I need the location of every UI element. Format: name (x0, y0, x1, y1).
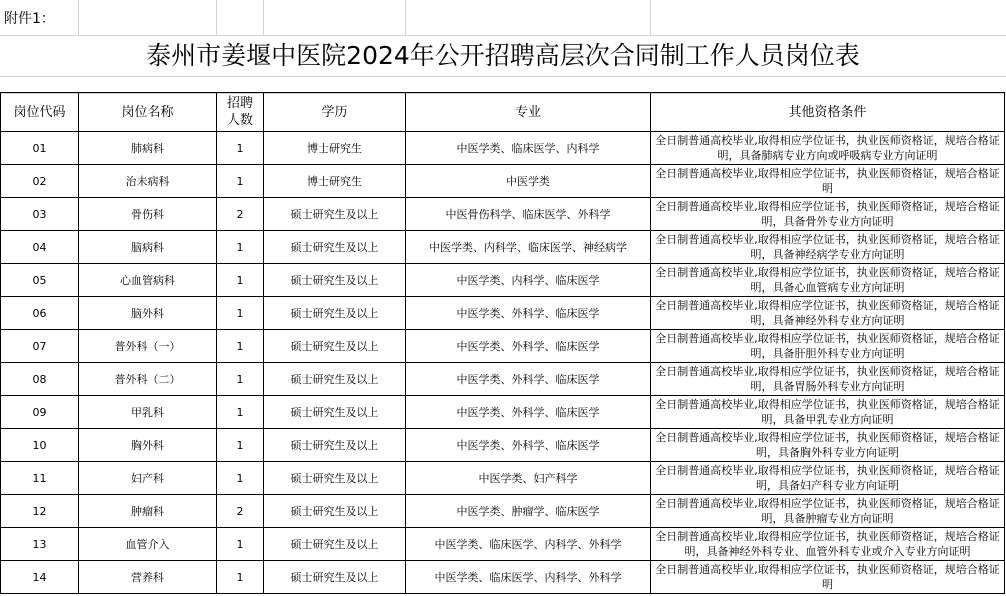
grid-line (263, 0, 264, 35)
cell-count: 2 (217, 495, 264, 528)
cell-major: 中医学类、外科学、临床医学 (406, 330, 651, 363)
cell-code: 07 (1, 330, 79, 363)
cell-code: 09 (1, 396, 79, 429)
table-row (1, 264, 1005, 297)
cell-count: 1 (217, 396, 264, 429)
cell-name: 治未病科 (79, 165, 217, 198)
cell-education: 硕士研究生及以上 (264, 528, 406, 561)
cell-major: 中医学类、妇产科学 (406, 462, 651, 495)
cell-name: 普外科（二） (79, 363, 217, 396)
cell-name: 心血管病科 (79, 264, 217, 297)
page-title: 泰州市姜堰中医院2024年公开招聘高层次合同制工作人员岗位表 (146, 41, 860, 70)
cell-name: 普外科（一） (79, 330, 217, 363)
cell-education: 博士研究生 (264, 132, 406, 165)
cell-education: 硕士研究生及以上 (264, 495, 406, 528)
table-row (1, 561, 1005, 594)
cell-major: 中医学类、肿瘤学、临床医学 (406, 495, 651, 528)
cell-name: 营养科 (79, 561, 217, 594)
table-row (1, 396, 1005, 429)
cell-major: 中医学类 (406, 165, 651, 198)
cell-code: 14 (1, 561, 79, 594)
cell-code: 12 (1, 495, 79, 528)
cell-count: 1 (217, 429, 264, 462)
cell-name: 肿瘤科 (79, 495, 217, 528)
cell-count: 1 (217, 462, 264, 495)
cell-name: 脑外科 (79, 297, 217, 330)
cell-count: 1 (217, 297, 264, 330)
cell-other: 全日制普通高校毕业,取得相应学位证书，执业医师资格证，规培合格证明，具备甲乳专业方向证明 (651, 396, 1005, 429)
cell-major: 中医学类、内科学、临床医学 (406, 264, 651, 297)
cell-count: 1 (217, 528, 264, 561)
grid-line (78, 0, 79, 35)
table-row (1, 330, 1005, 363)
cell-name: 血管介入 (79, 528, 217, 561)
cell-other: 全日制普通高校毕业,取得相应学位证书，执业医师资格证，规培合格证明，具备神经病学专业方向证明 (651, 231, 1005, 264)
cell-code: 06 (1, 297, 79, 330)
table-row (1, 528, 1005, 561)
cell-education: 硕士研究生及以上 (264, 231, 406, 264)
cell-other: 全日制普通高校毕业,取得相应学位证书，执业医师资格证，规培合格证明，具备神经外科专业方向证明 (651, 297, 1005, 330)
cell-education: 硕士研究生及以上 (264, 198, 406, 231)
cell-education: 硕士研究生及以上 (264, 462, 406, 495)
cell-name: 脑病科 (79, 231, 217, 264)
header-other: 其他资格条件 (651, 93, 1005, 132)
cell-code: 03 (1, 198, 79, 231)
cell-name: 肺病科 (79, 132, 217, 165)
cell-other: 全日制普通高校毕业,取得相应学位证书，执业医师资格证，规培合格证明，具备妇产科专业方向证明 (651, 462, 1005, 495)
grid-line (405, 0, 406, 35)
cell-education: 硕士研究生及以上 (264, 363, 406, 396)
table-row (1, 462, 1005, 495)
cell-major: 中医学类、外科学、临床医学 (406, 396, 651, 429)
table-row (1, 231, 1005, 264)
cell-other: 全日制普通高校毕业,取得相应学位证书，执业医师资格证，规培合格证明，具备胃肠外科专业方向证明 (651, 363, 1005, 396)
cell-code: 13 (1, 528, 79, 561)
grid-line (650, 0, 651, 35)
cell-education: 硕士研究生及以上 (264, 264, 406, 297)
cell-education: 硕士研究生及以上 (264, 330, 406, 363)
header-count: 招聘人数 (217, 93, 264, 132)
positions-table (0, 92, 1005, 594)
table-row (1, 165, 1005, 198)
cell-major: 中医骨伤科学、临床医学、外科学 (406, 198, 651, 231)
cell-major: 中医学类、内科学、临床医学、神经病学 (406, 231, 651, 264)
cell-major: 中医学类、临床医学、内科学、外科学 (406, 528, 651, 561)
cell-count: 1 (217, 363, 264, 396)
cell-name: 胸外科 (79, 429, 217, 462)
cell-major: 中医学类、临床医学、内科学 (406, 132, 651, 165)
cell-education: 硕士研究生及以上 (264, 396, 406, 429)
cell-other: 全日制普通高校毕业,取得相应学位证书，执业医师资格证，规培合格证明，具备胸外科专业方向证明 (651, 429, 1005, 462)
table-row (1, 363, 1005, 396)
cell-code: 04 (1, 231, 79, 264)
table-row (1, 495, 1005, 528)
header-code: 岗位代码 (1, 93, 79, 132)
cell-count: 1 (217, 165, 264, 198)
cell-count: 2 (217, 198, 264, 231)
cell-education: 硕士研究生及以上 (264, 561, 406, 594)
cell-other: 全日制普通高校毕业,取得相应学位证书，执业医师资格证，规培合格证明 (651, 561, 1005, 594)
cell-major: 中医学类、外科学、临床医学 (406, 297, 651, 330)
cell-other: 全日制普通高校毕业,取得相应学位证书，执业医师资格证，规培合格证明，具备骨外专业方向证明 (651, 198, 1005, 231)
header-major: 专业 (406, 93, 651, 132)
cell-other: 全日制普通高校毕业,取得相应学位证书，执业医师资格证，规培合格证明，具备心血管病专业方向证明 (651, 264, 1005, 297)
cell-major: 中医学类、外科学、临床医学 (406, 429, 651, 462)
cell-name: 妇产科 (79, 462, 217, 495)
attachment-row (0, 0, 1006, 36)
cell-other: 全日制普通高校毕业,取得相应学位证书，执业医师资格证，规培合格证明 (651, 165, 1005, 198)
cell-major: 中医学类、临床医学、内科学、外科学 (406, 561, 651, 594)
cell-code: 05 (1, 264, 79, 297)
cell-code: 08 (1, 363, 79, 396)
grid-line (216, 0, 217, 35)
header-name: 岗位名称 (79, 93, 217, 132)
cell-name: 骨伤科 (79, 198, 217, 231)
table-row (1, 297, 1005, 330)
cell-other: 全日制普通高校毕业,取得相应学位证书，执业医师资格证，规培合格证明，具备肺病专业方向或呼吸病专业方向证明 (651, 132, 1005, 165)
cell-name: 甲乳科 (79, 396, 217, 429)
cell-other: 全日制普通高校毕业,取得相应学位证书，执业医师资格证，规培合格证明，具备肿瘤专业方向证明 (651, 495, 1005, 528)
cell-code: 11 (1, 462, 79, 495)
cell-education: 硕士研究生及以上 (264, 297, 406, 330)
cell-code: 02 (1, 165, 79, 198)
cell-count: 1 (217, 330, 264, 363)
table-row (1, 429, 1005, 462)
cell-code: 10 (1, 429, 79, 462)
cell-education: 硕士研究生及以上 (264, 429, 406, 462)
table-row (1, 198, 1005, 231)
attachment-label: 附件1： (4, 11, 55, 27)
header-education: 学历 (264, 93, 406, 132)
cell-other: 全日制普通高校毕业,取得相应学位证书，执业医师资格证，规培合格证明，具备神经外科专业、血管外科专业或介入专业方向证明 (651, 528, 1005, 561)
header-row (1, 93, 1005, 132)
cell-other: 全日制普通高校毕业,取得相应学位证书，执业医师资格证，规培合格证明，具备肝胆外科专业方向证明 (651, 330, 1005, 363)
cell-major: 中医学类、外科学、临床医学 (406, 363, 651, 396)
cell-education: 博士研究生 (264, 165, 406, 198)
cell-count: 1 (217, 231, 264, 264)
cell-count: 1 (217, 264, 264, 297)
cell-count: 1 (217, 132, 264, 165)
cell-count: 1 (217, 561, 264, 594)
table-row (1, 132, 1005, 165)
cell-code: 01 (1, 132, 79, 165)
